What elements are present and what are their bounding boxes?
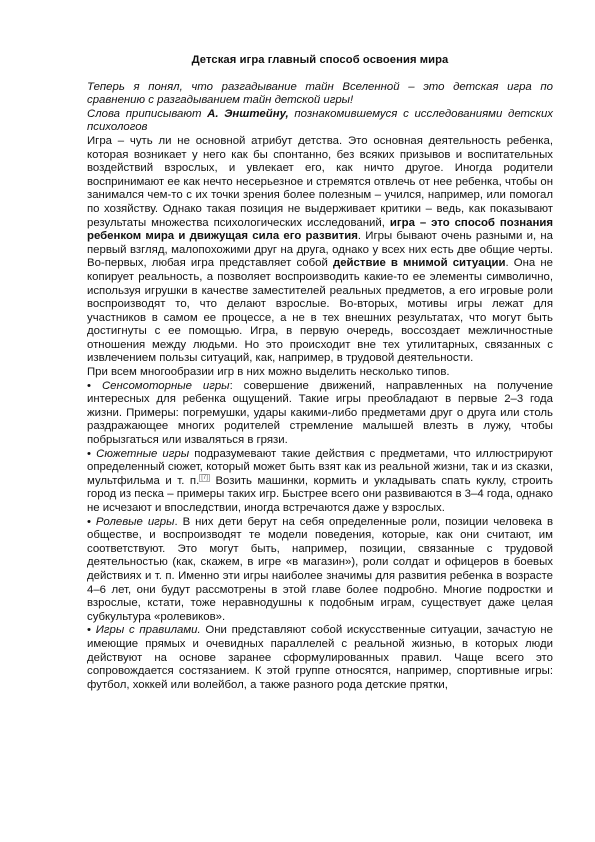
epigraph-quote: Теперь я понял, что разгадывание тайн Вселенной – это детская игра по сравнению с разгадыванием тайн детской игры! bbox=[87, 80, 553, 107]
list-item bbox=[87, 380, 553, 448]
intro-bold-2: действие в мнимой ситуации bbox=[332, 257, 506, 270]
type-name: Ролевые игры bbox=[95, 515, 175, 528]
intro-text-3: . Она не копирует реальность, а позволяет воспроизводить какие-то ее элементы символично, используя игрушки в качестве заместителей реальных предметов, а его игровые роли воспроизводят то, что делают взрослые. Во-вторых, мотивы игры лежат для участников в самом ее процессе, а не в тех внешних результатах, что могут быть достигнуты с ее помощью. Игра, в первую очередь, воссоздает межличностные отношения между людьми. Но это происходит вне тех утилитарных, связанных с извлечением пользы ситуаций, как, например, в трудовой деятельности. bbox=[87, 257, 554, 365]
list-item bbox=[87, 448, 553, 516]
epigraph-author: А. Энштейну, bbox=[207, 107, 289, 120]
intro-paragraph bbox=[87, 135, 553, 366]
type-name: Игры с правилами. bbox=[95, 624, 201, 637]
bullet: • bbox=[87, 447, 91, 460]
list-item bbox=[87, 624, 553, 692]
type-text: подразумевают такие действия с предметами, что иллюстрируют определенный сюжет, который может быть взят как из реальной жизни, так и из сказки, мультфильма и т. п. bbox=[87, 447, 553, 487]
epigraph-attr-pre: Слова приписывают bbox=[87, 107, 208, 120]
document-title: Детская игра главный способ освоения мира bbox=[191, 54, 449, 66]
intro-text-1: Игра – чуть ли не основной атрибут детства. Это основная деятельность ребенка, которая возникает у него как бы спонтанно, без всяких призывов и воспитательных воздействий взрослых, и увлекает его, как ничто другое. Иногда родители воспринимают ее как нечто несерьезное и стремятся отвлечь от нее ребенка, чтобы он занимался чем-то с их точки зрения более полезным – учился, например, или помогал по хозяйству. Однако такая позиция не выдерживает критики – ведь, как показывают результаты множества психологических исследований, bbox=[87, 134, 553, 229]
type-text: Они представляют собой искусственные ситуации, зачастую не имеющие прямых и очевидных параллелей с реальной жизнью, в которых люди действуют на основе заранее сформулированных правил. Чаще всего это сопровождается состязанием. К этой группе относятся, например, спортивные игры: футбол, хоккей или волейбол, а также разного рода детские прятки, bbox=[87, 624, 554, 691]
intro-text-2: . Игры бывают очень разными и, на первый взгляд, малопохожими друг на друга, однако у всех них есть две общие черты. Во-первых, любая игра представляет собой bbox=[87, 230, 553, 270]
epigraph-attr-post: познакомившемуся с исследованиями детских психологов bbox=[87, 107, 553, 134]
intro-bold-1: игра – это способ познания ребенком мира и движущая сила его развития bbox=[87, 216, 553, 243]
bullet: • bbox=[87, 515, 91, 528]
types-intro: При всем многообразии игр в них можно выделить несколько типов. bbox=[87, 366, 450, 379]
type-text: . В них дети берут на себя определенные роли, позиции человека в обществе, и воспроизводят те модели поведения, которые, как они считают, им соответствуют. Это могут быть, например, позиции, связанные с трудовой деятельностью (как, скажем, в игре «в магазин»), роли солдат и офицеров в боевых действиях и т. п. Именно эти игры наиболее значимы для развития ребенка в возрасте 4–6 лет, они будут рассмотрены в этой главе более подробно. Многие подростки и взрослые, кстати, тоже неравнодушны к подобным играм, существует даже целая субкультура «ролевиков». bbox=[87, 515, 553, 623]
footnote-link[interactable]: [7] bbox=[201, 475, 208, 482]
list-item bbox=[87, 516, 553, 625]
type-text-2: Возить машинки, кормить и укладывать спать куклу, строить город из песка – примеры таких игр. Быстрее всего они развиваются в 3–4 года, однако не исчезают и впоследствии, иногда встречаются даже у взрослых. bbox=[87, 474, 553, 514]
document-page bbox=[87, 54, 553, 692]
bullet: • bbox=[87, 379, 91, 392]
type-text: : совершение движений, направленных на получение интересных для ребенка ощущений. Такие игры преобладают в первые 2–3 года жизни. Примеры: погремушки, удары какими-либо предметами друг о друга или столь раздражающее многих родителей стремление малышей влезть в лужу, чтобы побрызгаться или изваляться в грязи. bbox=[87, 379, 553, 447]
epigraph-attribution bbox=[87, 108, 553, 135]
type-name: Сенсомоторные игры bbox=[101, 379, 230, 392]
bullet: • bbox=[87, 624, 91, 637]
type-name: Сюжетные игры bbox=[96, 447, 190, 460]
